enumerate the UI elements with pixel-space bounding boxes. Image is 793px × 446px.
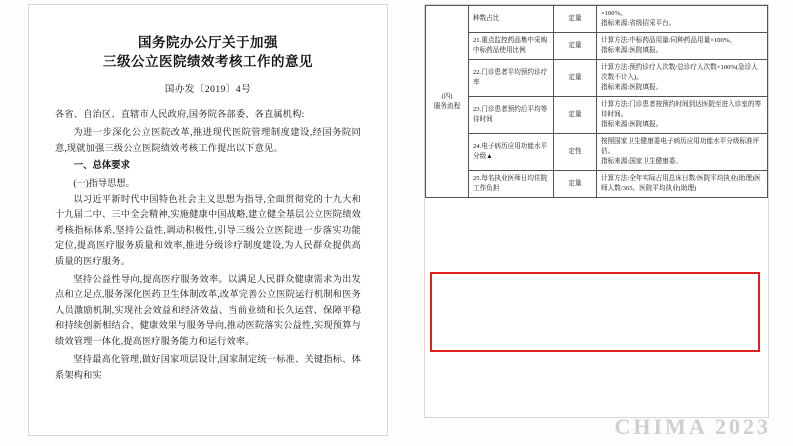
document-content <box>29 5 387 383</box>
description-source: 指标来源:医院填报。 <box>601 84 663 91</box>
table-cell-indicator-type: 定量 <box>554 6 597 33</box>
group-label-line1: (四) <box>441 92 453 100</box>
document-subsection-heading: (一)指导思想。 <box>73 177 135 188</box>
table-cell-description <box>597 171 768 198</box>
table-row <box>426 33 768 60</box>
watermark-label: CHIMA 2023 <box>614 414 771 439</box>
description-line: 计算方法:门诊患者按预约时间到达医院至进入诊室的等待时间。 <box>601 101 762 118</box>
table-cell-indicator-name: 23.门诊患者预约后平均等待时间 <box>469 97 554 134</box>
description-line: 计算方法:预约诊疗人次数/总诊疗人次数×100%(急诊人次数不计入)。 <box>601 64 758 81</box>
table-row-highlighted <box>426 134 768 171</box>
table-cell-indicator-type: 定性 <box>554 134 597 171</box>
document-title <box>55 33 361 71</box>
document-paragraph: 坚持最高化管理,做好国家项层设计,国家制定统一标准、关键指标、体系架构和实 <box>55 354 361 380</box>
table-cell-indicator-name: 22.门诊患者平均预约诊疗率 <box>469 60 554 97</box>
document-title-line2: 三级公立医院绩效考核工作的意见 <box>103 54 313 69</box>
table-cell-indicator-type: 定量 <box>554 60 597 97</box>
table-cell-group <box>426 6 469 198</box>
description-source: 指标来源:医院填报。 <box>601 47 663 54</box>
table-row <box>426 6 768 33</box>
description-source: 指标来源:省级招采平台。 <box>601 20 676 27</box>
description-line: 计算方法:全年实际占用总床日数/医院平均执业(助理)医师人数/365。医院平均执业(助理) <box>601 175 761 192</box>
document-paragraph: 为进一步深化公立医院改革,推进现代医院管理制度建设,经国务院同意,现就加强三级公立医院绩效考核工作提出以下意见。 <box>55 127 361 153</box>
description-line: ×100%。 <box>601 10 627 17</box>
description-line: 按照国家卫生健康委电子病历应用功能水平分级标准评估。 <box>601 138 760 155</box>
table-page <box>424 4 769 418</box>
table-cell-description <box>597 97 768 134</box>
document-section-heading: 一、总体要求 <box>73 161 131 172</box>
document-paragraph: 坚持公益性导向,提高医疗服务效率。以满足人民群众健康需求为出发点和立足点,服务深化医药卫生体制改革,改革完善公立医院运行机制和医务人员激励机制,实现社会效益和经济效益、当前业绩和长久运营、保障平稳和持续创新相结合、健康效果与服务导向,推动医院落实公益性,实现预算与绩效管理一体化,提高医疗服务能力和运行效率。 <box>55 274 361 346</box>
document-paragraph: 以习近平新时代中国特色社会主义思想为指导,全面贯彻党的十九大和十九届二中、三中全会精神,实施健康中国战略,建立健全基层公立医院绩效考核指标体系,坚持公益性,调动积极性,引导三级公立医院进一步落实功能定位,提高医疗服务质量和效率,推进分级诊疗制度建设,为人民群众提供高质量的医疗服务。 <box>55 194 361 266</box>
description-source: 指标来源:国家卫生健康委。 <box>601 158 682 165</box>
document-body <box>55 107 361 383</box>
indicator-table <box>425 5 768 198</box>
document-number: 国办发〔2019〕4号 <box>164 85 252 95</box>
table-cell-indicator-type: 定量 <box>554 33 597 60</box>
table-cell-indicator-name: 24.电子病历应用功能水平分级▲ <box>469 134 554 171</box>
table-cell-indicator-name: 种数占比 <box>469 6 554 33</box>
table-cell-description <box>597 33 768 60</box>
table-cell-indicator-type: 定量 <box>554 171 597 198</box>
group-label-line2: 服务流程 <box>433 102 461 110</box>
document-title-line1: 国务院办公厅关于加强 <box>138 35 278 50</box>
table-row <box>426 97 768 134</box>
table-cell-description <box>597 60 768 97</box>
description-line: 计算方法:中标药品用量/同种药品用量×100%。 <box>601 37 736 44</box>
table-cell-indicator-name: 21.重点监控药品集中采购中标药品使用比例 <box>469 33 554 60</box>
table-cell-indicator-type: 定量 <box>554 97 597 134</box>
description-source: 指标来源:医院填报。 <box>601 121 663 128</box>
document-paragraph: 各省、自治区、直辖市人民政府,国务院各部委、各直属机构: <box>55 109 305 119</box>
table-cell-indicator-name: 25.每名执业医师日均住院工作负担 <box>469 171 554 198</box>
table-row <box>426 60 768 97</box>
table-cell-description <box>597 134 768 171</box>
table-row <box>426 171 768 198</box>
table-cell-description <box>597 6 768 33</box>
document-page <box>28 4 388 436</box>
